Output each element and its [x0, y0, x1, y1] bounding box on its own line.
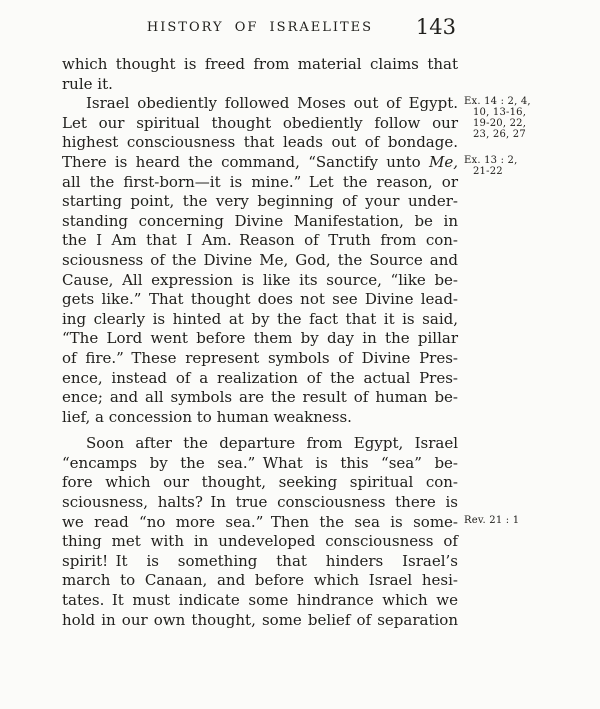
text-line: “encamps by the sea.” What is this “sea” be-	[62, 453, 458, 472]
text-line: Soon after the departure from Egypt, Israel	[86, 434, 458, 453]
text-line: ing clearly is hinted at by the fact that it is said,	[62, 309, 458, 328]
running-head: HISTORY OF ISRAELITES	[146, 20, 374, 35]
text-line: sciousness of the Divine Me, God, the Source and	[62, 250, 458, 269]
text-line: There is heard the command, “Sanctify unto Me, Ex. 13 : 2, 21-22	[62, 153, 458, 173]
text-line: highest consciousness that leads out of bondage.	[62, 133, 458, 152]
text-line: the I Am that I Am. Reason of Truth from con-	[62, 231, 458, 250]
text-line: thing met with in undeveloped consciousness of	[62, 532, 458, 551]
text-line: hold in our own thought, some belief of separation	[62, 610, 458, 629]
text-line: Let our spiritual thought obediently follow our	[62, 113, 458, 132]
text-block	[62, 55, 531, 630]
page-number: 143	[415, 15, 456, 39]
text-line: we read “no more sea.” Then the sea is some- Rev. 21 : 1	[62, 513, 458, 533]
text-line: ence; and all symbols are the result of human be-	[62, 388, 458, 407]
text-line: standing concerning Divine Manifestation, be in	[62, 211, 458, 230]
text-line: rule it.	[62, 74, 113, 93]
text-line: fore which our thought, seeking spiritual con-	[62, 473, 458, 492]
text-line: lief, a concession to human weakness.	[62, 407, 352, 426]
margin-scripture-ref: Ex. 13 : 2, 21-22	[464, 154, 518, 177]
text-line: march to Canaan, and before which Israel hesi-	[62, 571, 458, 590]
text-line: starting point, the very beginning of your under-	[62, 192, 458, 211]
text-line: Cause, All expression is like its source, “like be-	[62, 270, 458, 289]
text-line: spirit! It is something that hinders Israel’s	[62, 551, 458, 570]
text-line: ence, instead of a realization of the actual Pres-	[62, 368, 458, 387]
text-line: “The Lord went before them by day in the pillar	[62, 329, 458, 348]
text-line: which thought is freed from material claims that	[62, 55, 458, 73]
text-line: Israel obediently followed Moses out of Egypt. Ex. 14 : 2, 4, 10, 13-16, 19-20, 22, 23, 26, 27	[62, 94, 458, 114]
text-line: tates. It must indicate some hindrance which we	[62, 591, 458, 610]
text-line: sciousness, halts? In true consciousness there is	[62, 493, 458, 512]
text-line: of fire.” These represent symbols of Divine Pres-	[62, 348, 458, 367]
margin-scripture-ref: Ex. 14 : 2, 4, 10, 13-16, 19-20, 22, 23, 26, 27	[464, 96, 531, 141]
text-line: all the first-born—it is mine.” Let the reason, or	[62, 172, 458, 191]
margin-scripture-ref: Rev. 21 : 1	[464, 514, 520, 526]
page-header	[62, 10, 458, 38]
text-line: gets like.” That thought does not see Divine lead-	[62, 290, 458, 309]
